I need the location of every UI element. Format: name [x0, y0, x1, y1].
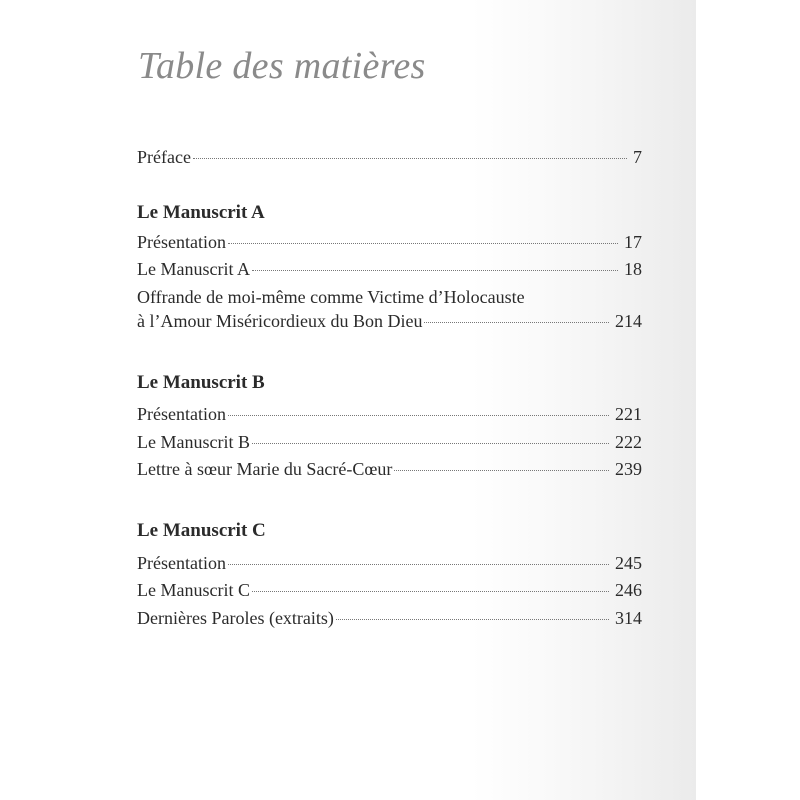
- toc-entry-page: 222: [615, 432, 642, 452]
- toc-entry: [137, 552, 642, 574]
- dot-leader: [252, 591, 609, 592]
- section-heading-manuscrit-a: Le Manuscrit A: [137, 202, 265, 223]
- toc-entry-page: 239: [615, 459, 642, 479]
- toc-entry-label: Dernières Paroles (extraits): [137, 608, 334, 628]
- toc-entry-label: Le Manuscrit B: [137, 432, 250, 452]
- dot-leader: [252, 443, 609, 444]
- section-heading-manuscrit-c: Le Manuscrit C: [137, 520, 266, 541]
- toc-entry-offrande: [137, 310, 642, 332]
- toc-entry: [137, 579, 642, 601]
- dot-leader: [228, 564, 609, 565]
- toc-entry-label: Présentation: [137, 404, 226, 424]
- toc-entry-page: 246: [615, 580, 642, 600]
- toc-entry-label: Présentation: [137, 553, 226, 573]
- toc-entry-page: 18: [624, 259, 642, 279]
- dot-leader: [228, 415, 609, 416]
- book-page: [104, 0, 696, 800]
- dot-leader: [252, 270, 618, 271]
- dot-leader: [193, 158, 627, 159]
- dot-leader: [394, 470, 609, 471]
- toc-entry: [137, 458, 642, 480]
- toc-entry-label: Présentation: [137, 232, 226, 252]
- toc-entry-label: à l’Amour Miséricordieux du Bon Dieu: [137, 311, 423, 331]
- toc-entry-label: Le Manuscrit C: [137, 580, 250, 600]
- toc-entry-preface: [137, 146, 642, 168]
- toc-entry-page: 314: [615, 608, 642, 628]
- toc-entry: [137, 431, 642, 453]
- page-title: Table des matières: [138, 45, 426, 87]
- toc-entry-page: 221: [615, 404, 642, 424]
- toc-entry-label: Préface: [137, 147, 191, 167]
- toc-entry: [137, 231, 642, 253]
- toc-entry-label: Lettre à sœur Marie du Sacré-Cœur: [137, 459, 393, 479]
- toc-entry: [137, 258, 642, 280]
- toc-entry-offrande-line1: Offrande de moi-même comme Victime d’Holocauste: [137, 287, 525, 307]
- toc-entry-page: 245: [615, 553, 642, 573]
- toc-entry: [137, 403, 642, 425]
- section-heading-manuscrit-b: Le Manuscrit B: [137, 372, 265, 393]
- toc-entry-label: Le Manuscrit A: [137, 259, 250, 279]
- toc-entry-page: 17: [624, 232, 642, 252]
- toc-entry: [137, 607, 642, 629]
- toc-entry-page: 7: [633, 147, 642, 167]
- toc-entry-page: 214: [615, 311, 642, 331]
- dot-leader: [336, 619, 609, 620]
- dot-leader: [424, 322, 609, 323]
- dot-leader: [228, 243, 618, 244]
